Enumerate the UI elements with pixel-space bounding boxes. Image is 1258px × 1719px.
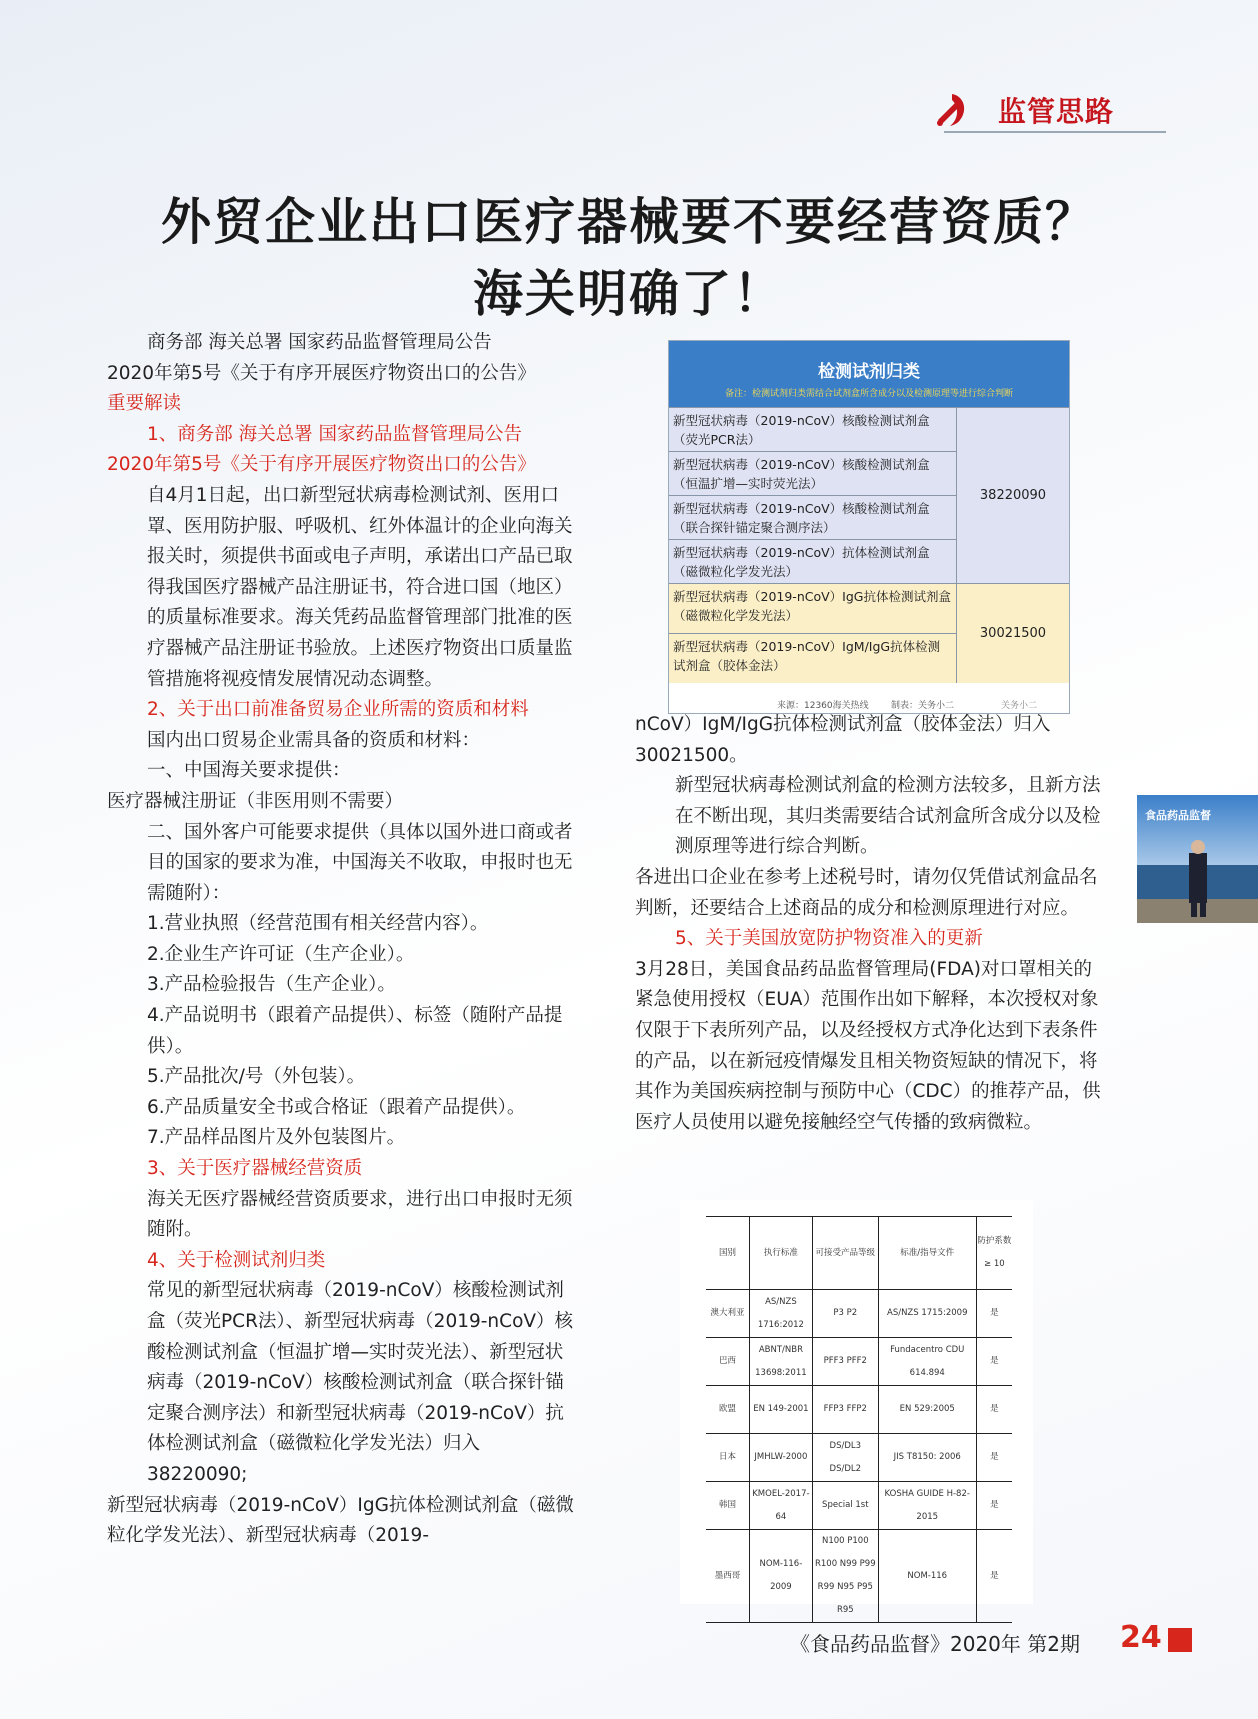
table1-row: 新型冠状病毒（2019-nCoV）抗体检测试剂盒（磁微粒化学发光法） [669,539,957,583]
table2-cell: KOSHA GUIDE H-82-2015 [878,1482,976,1530]
table2-header-cell: 国别 [706,1217,750,1290]
table1-row: 新型冠状病毒（2019-nCoV）核酸检测试剂盒（恒温扩增—实时荧光法） [669,451,957,495]
left-paragraph: 医疗器械注册证（非医用则不需要） [107,790,404,812]
left-paragraph: 4、关于检测试剂归类 [147,1249,326,1271]
reagent-classification-table [668,340,1070,714]
table2-cell: Special 1st [812,1482,878,1530]
left-paragraph: 5.产品批次/号（外包装）。 [147,1066,366,1088]
section-label: 监管思路 [998,95,1115,128]
left-paragraph: 3、关于医疗器械经营资质 [147,1158,363,1180]
table2-row [706,1530,1012,1623]
table2-cell: P3 P2 [812,1290,878,1338]
table2-row [706,1290,1012,1338]
left-paragraph: 自4月1日起，出口新型冠状病毒检测试剂、医用口罩、医用防护服、呼吸机、红外体温计的企业向海关报关时，须提供书面或电子声明，承诺出口产品已取得我国医疗器械产品注册证书，符合进口国（地区）的质量标准要求。海关凭药品监督管理部门批准的医疗器械产品注册证书验放。上述医疗物资出口质量监管措施将视疫情发展情况动态调整。 [147,484,573,690]
table2-cell: ABNT/NBR 13698:2011 [750,1338,813,1386]
left-paragraph: 6.产品质量安全书或合格证（跟着产品提供）。 [147,1096,526,1118]
left-paragraph: 7.产品样品图片及外包装图片。 [147,1127,406,1149]
table2-header-row [706,1217,1012,1290]
section-tag [930,88,1166,132]
table1-row: 新型冠状病毒（2019-nCoV）IgG抗体检测试剂盒（磁微粒化学发光法） [669,583,957,633]
right-paragraph: nCoV）IgM/IgG抗体检测试剂盒（胶体金法）归入30021500。 [635,714,1051,766]
table2-cell: KMOEL-2017-64 [750,1482,813,1530]
table2-header-cell: 可接受产品等级 [812,1217,878,1290]
table2-cell: DS/DL3 DS/DL2 [812,1434,878,1482]
left-paragraph: 商务部 海关总署 国家药品监督管理局公告 [147,332,492,353]
table2-cell: FFP3 FFP2 [812,1386,878,1434]
left-paragraph: 1、商务部 海关总署 国家药品监督管理局公告 [147,423,523,445]
table2-header-cell: 标准/指导文件 [878,1217,976,1290]
article-title [60,186,1198,330]
party-emblem-icon [930,90,970,130]
table1-code-b: 30021500 [957,583,1069,683]
page-footer [790,1620,1190,1660]
table2-cell: AS/NZS 1716:2012 [750,1290,813,1338]
table2-cell: 巴西 [706,1338,750,1386]
table2-header-cell: 执行标准 [750,1217,813,1290]
left-paragraph: 2、关于出口前准备贸易企业所需的资质和材料 [147,699,529,721]
table1-row: 新型冠状病毒（2019-nCoV）IgM/IgG抗体检测试剂盒（胶体金法） [669,633,957,683]
table2-cell: 是 [976,1338,1012,1386]
left-paragraph: 重要解读 [107,393,182,415]
right-paragraph: 5、关于美国放宽防护物资准入的更新 [675,928,983,950]
table2-row [706,1482,1012,1530]
page-marker [1168,1628,1192,1652]
left-paragraph: 1.营业执照（经营范围有相关经营内容）。 [147,913,489,935]
table2-cell: NOM-116-2009 [750,1530,813,1623]
right-paragraph: 各进出口企业在参考上述税号时，请勿仅凭借试剂盒品名判断，还要结合上述商品的成分和检测原理进行对应。 [635,866,1098,919]
table2-header-cell: 防护系数 ≥ 10 [976,1217,1012,1290]
left-paragraph: 2.企业生产许可证（生产企业）。 [147,943,415,965]
left-paragraph: 2020年第5号《关于有序开展医疗物资出口的公告》 [107,362,536,384]
table2-row [706,1338,1012,1386]
section-rule [944,131,1166,133]
table2-cell: JIS T8150: 2006 [878,1434,976,1482]
table2-row [706,1434,1012,1482]
left-column [107,328,575,1552]
table2-cell: 是 [976,1530,1012,1623]
table1-watermark: 关务小二 [1001,701,1038,711]
table2-cell: EN 529:2005 [878,1386,976,1434]
table2-cell: EN 149-2001 [750,1386,813,1434]
left-paragraph: 一、中国海关要求提供： [147,760,351,782]
table2-cell: 澳大利亚 [706,1290,750,1338]
right-paragraph: 3月28日，美国食品药品监督管理局(FDA)对口罩相关的紧急使用授权（EUA）范围作出如下解释，本次授权对象仅限于下表所列产品，以及经授权方式净化达到下表条件的产品，以在新冠疫情爆发且相关物资短缺的情况下，将其作为美国疾病控制与预防中心（CDC）的推荐产品，供医疗人员使用以避免接触经空气传播的致病微粒。 [635,958,1101,1133]
left-paragraph: 二、国外客户可能要求提供（具体以国外进口商或者目的国家的要求为准，中国海关不收取，申报时也无需随附）： [147,821,573,904]
table2-cell: 墨西哥 [706,1530,750,1623]
table1-note: 备注：检测试剂归类需结合试剂盒所含成分以及检测原理等进行综合判断 [724,389,1013,399]
left-paragraph: 常见的新型冠状病毒（2019-nCoV）核酸检测试剂盒（荧光PCR法）、新型冠状病毒（2019-nCoV）核酸检测试剂盒（恒温扩增—实时荧光法）、新型冠状病毒（2019-nCoV）核酸检测试剂盒（联合探针锚定聚合测序法）和新型冠状病毒（2019-nCoV）抗体检测试剂盒（磁微粒化学发光法）归入38220090; [147,1280,574,1485]
table2-cell: Fundacentro CDU 614.894 [878,1338,976,1386]
table2-cell: 是 [976,1482,1012,1530]
table2-cell: PFF3 PFF2 [812,1338,878,1386]
table2-cell: JMHLW-2000 [750,1434,813,1482]
right-column [635,710,1105,1138]
left-paragraph: 3.产品检验报告（生产企业）。 [147,974,396,996]
table1-row: 新型冠状病毒（2019-nCoV）核酸检测试剂盒（荧光PCR法） [669,407,957,451]
table1-code-a: 38220090 [957,407,1069,583]
table1-maker: 制表：关务小二 [891,701,955,711]
table1-source: 来源：12360海关热线 [777,701,869,711]
table2-cell: NOM-116 [878,1530,976,1623]
page-number: 24 [1120,1620,1162,1655]
table2-cell: 日本 [706,1434,750,1482]
right-paragraph: 新型冠状病毒检测试剂盒的检测方法较多，且新方法在不断出现，其归类需要结合试剂盒所含成分以及检测原理等进行综合判断。 [675,775,1101,858]
magazine-thumbnail [1137,795,1258,923]
left-paragraph: 新型冠状病毒（2019-nCoV）IgG抗体检测试剂盒（磁微粒化学发光法）、新型冠状病毒（2019- [107,1494,574,1547]
table2-cell: 韩国 [706,1482,750,1530]
standards-grid [706,1216,1012,1623]
table2-cell: 是 [976,1386,1012,1434]
table1-header [669,341,1069,407]
table2-cell: 是 [976,1434,1012,1482]
left-paragraph: 国内出口贸易企业需具备的资质和材料： [147,729,481,751]
table2-cell: N100 P100 R100 N99 P99 R99 N95 P95 R95 [812,1530,878,1623]
table2-cell: 是 [976,1290,1012,1338]
left-paragraph: 4.产品说明书（跟着产品提供）、标签（随附产品提供）。 [147,1005,563,1057]
title-line-1: 外贸企业出口医疗器械要不要经营资质？ [161,192,1097,251]
mask-standards-table [680,1200,1033,1615]
thumb-caption: 食品药品监督 [1145,809,1211,822]
left-paragraph: 2020年第5号《关于有序开展医疗物资出口的公告》 [107,454,536,476]
table2-row [706,1386,1012,1434]
publication-name: 《食品药品监督》2020年 第2期 [790,1632,1080,1656]
table1-row: 新型冠状病毒（2019-nCoV）核酸检测试剂盒（联合探针锚定聚合测序法） [669,495,957,539]
table2-cell: AS/NZS 1715:2009 [878,1290,976,1338]
table2-cell: 欧盟 [706,1386,750,1434]
title-line-2: 海关明确了！ [473,264,785,323]
left-paragraph: 海关无医疗器械经营资质要求，进行出口申报时无须随附。 [147,1188,573,1241]
table1-title: 检测试剂归类 [818,362,920,382]
